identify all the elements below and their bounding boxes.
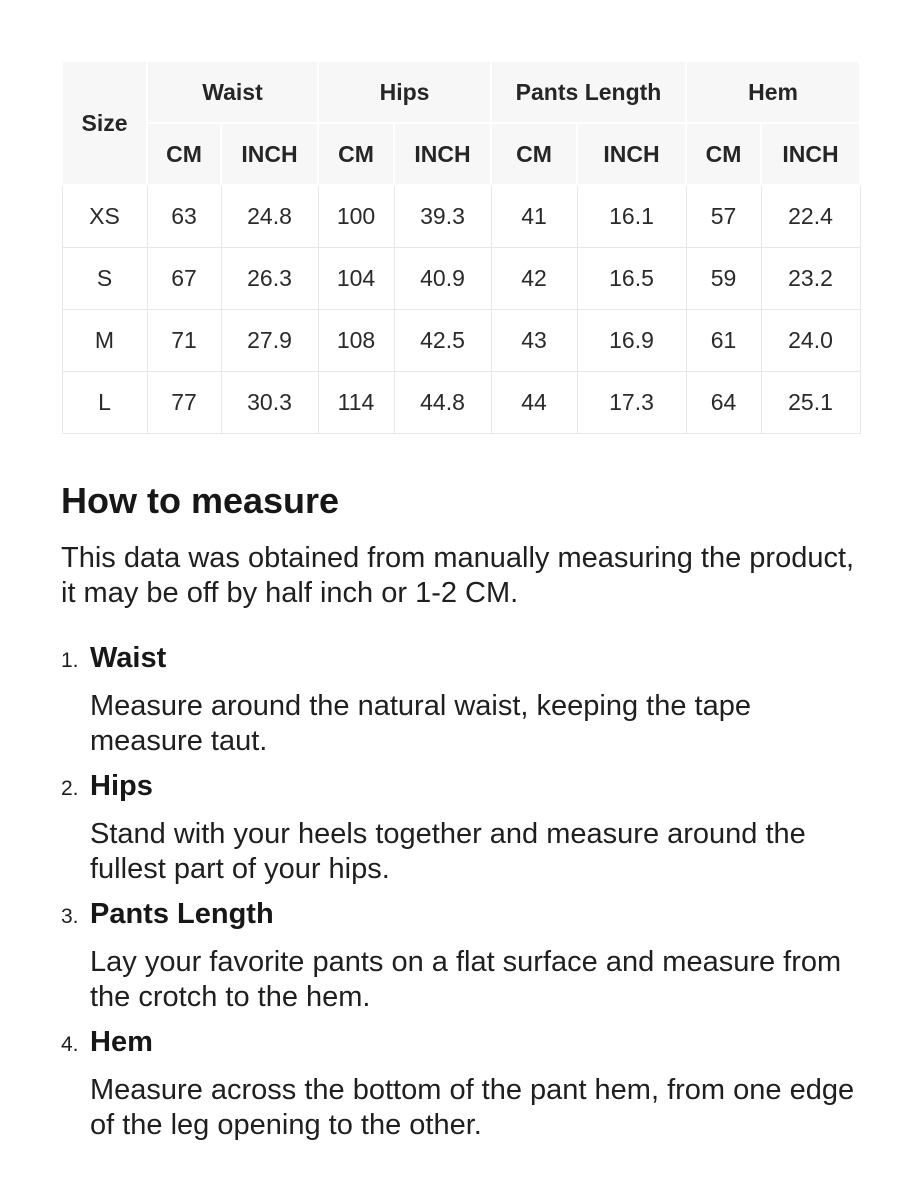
value-cell: 30.3 <box>221 371 318 433</box>
value-cell: 26.3 <box>221 247 318 309</box>
column-group-hips: Hips <box>318 61 491 123</box>
value-cell: 44.8 <box>394 371 491 433</box>
size-cell: L <box>62 371 147 433</box>
list-item-title: Hem <box>90 1025 153 1058</box>
unit-header-waist-cm: CM <box>147 123 221 185</box>
value-cell: 61 <box>686 309 761 371</box>
value-cell: 108 <box>318 309 394 371</box>
list-item-description: Lay your favorite pants on a flat surface and measure from the crotch to the hem. <box>90 945 842 1013</box>
measure-instruction-list <box>61 641 859 1143</box>
table-row-xs <box>62 185 860 247</box>
value-cell: 64 <box>686 371 761 433</box>
how-to-measure-heading: How to measure <box>61 479 340 521</box>
list-item-number: 2. <box>61 776 79 800</box>
value-cell: 77 <box>147 371 221 433</box>
unit-header-hips-cm: CM <box>318 123 394 185</box>
list-item-hips <box>61 769 859 887</box>
list-item-number: 4. <box>61 1032 79 1056</box>
value-cell: 63 <box>147 185 221 247</box>
unit-header-pants-length-inch: INCH <box>577 123 686 185</box>
value-cell: 27.9 <box>221 309 318 371</box>
list-item-title: Waist <box>90 641 167 674</box>
table-unit-header-row <box>62 123 860 185</box>
value-cell: 41 <box>491 185 577 247</box>
value-cell: 16.5 <box>577 247 686 309</box>
column-header-size: Size <box>62 61 147 185</box>
value-cell: 57 <box>686 185 761 247</box>
unit-header-waist-inch: INCH <box>221 123 318 185</box>
value-cell: 23.2 <box>761 247 860 309</box>
value-cell: 40.9 <box>394 247 491 309</box>
value-cell: 17.3 <box>577 371 686 433</box>
size-cell: XS <box>62 185 147 247</box>
list-item-hem <box>61 1025 859 1143</box>
value-cell: 22.4 <box>761 185 860 247</box>
value-cell: 16.1 <box>577 185 686 247</box>
value-cell: 59 <box>686 247 761 309</box>
column-group-pants-length: Pants Length <box>491 61 686 123</box>
table-row-s <box>62 247 860 309</box>
table-group-header-row <box>62 61 860 123</box>
value-cell: 39.3 <box>394 185 491 247</box>
column-group-hem: Hem <box>686 61 860 123</box>
value-cell: 100 <box>318 185 394 247</box>
value-cell: 42 <box>491 247 577 309</box>
table-row-m <box>62 309 860 371</box>
column-group-waist: Waist <box>147 61 318 123</box>
value-cell: 71 <box>147 309 221 371</box>
unit-header-hips-inch: INCH <box>394 123 491 185</box>
value-cell: 24.0 <box>761 309 860 371</box>
unit-header-hem-cm: CM <box>686 123 761 185</box>
list-item-waist <box>61 641 859 759</box>
value-cell: 114 <box>318 371 394 433</box>
list-item-title: Hips <box>90 769 153 802</box>
list-item-number: 1. <box>61 648 79 672</box>
unit-header-pants-length-cm: CM <box>491 123 577 185</box>
table-row-l <box>62 371 860 433</box>
list-item-number: 3. <box>61 904 79 928</box>
list-item-description: Measure around the natural waist, keeping the tape measure taut. <box>90 689 751 757</box>
unit-header-hem-inch: INCH <box>761 123 860 185</box>
list-item-description: Stand with your heels together and measure around the fullest part of your hips. <box>90 817 806 885</box>
size-cell: M <box>62 309 147 371</box>
value-cell: 43 <box>491 309 577 371</box>
size-chart-table <box>61 60 861 434</box>
size-cell: S <box>62 247 147 309</box>
value-cell: 44 <box>491 371 577 433</box>
value-cell: 16.9 <box>577 309 686 371</box>
value-cell: 42.5 <box>394 309 491 371</box>
measurement-disclaimer: This data was obtained from manually measuring the product, it may be off by half inch or 1-2 CM. <box>61 541 855 609</box>
value-cell: 104 <box>318 247 394 309</box>
value-cell: 24.8 <box>221 185 318 247</box>
list-item-title: Pants Length <box>90 897 274 930</box>
value-cell: 25.1 <box>761 371 860 433</box>
value-cell: 67 <box>147 247 221 309</box>
list-item-description: Measure across the bottom of the pant hem, from one edge of the leg opening to the other. <box>90 1073 855 1141</box>
list-item-pants-length <box>61 897 859 1015</box>
